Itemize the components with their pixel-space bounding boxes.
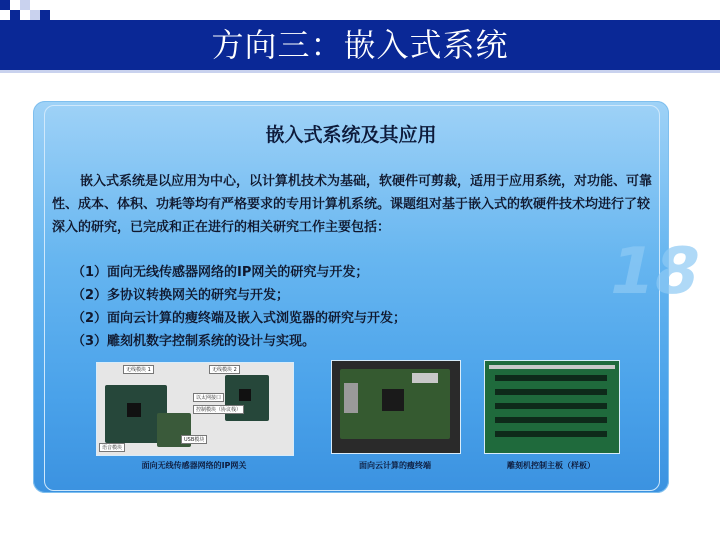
control-board-photo xyxy=(484,360,620,454)
photo-label: USB模块 xyxy=(181,435,207,444)
corner-square xyxy=(10,10,20,20)
panel-title: 嵌入式系统及其应用 xyxy=(265,124,437,146)
thin-client-photo xyxy=(331,360,461,454)
photo-caption: 雕刻机控制主板（样板） xyxy=(507,461,595,470)
list-item: （3）雕刻机数字控制系统的设计与实现。 xyxy=(72,334,316,349)
title-bar xyxy=(0,20,720,73)
photo-label: 控制模块（协议栈） xyxy=(193,405,244,414)
connector xyxy=(344,383,358,413)
watermark-number: 18 xyxy=(602,235,707,309)
chip-row xyxy=(495,417,607,423)
corner-square xyxy=(10,0,20,10)
chip xyxy=(239,389,251,401)
list-item: （1）面向无线传感器网络的IP网关的研究与开发； xyxy=(72,265,369,280)
chip-row xyxy=(495,375,607,381)
corner-square xyxy=(40,10,50,20)
corner-square xyxy=(0,0,10,10)
chip-row xyxy=(495,431,607,437)
chip xyxy=(127,403,141,417)
photo-caption: 面向无线传感器网络的IP网关 xyxy=(141,461,247,470)
gateway-photo xyxy=(96,362,294,456)
corner-square xyxy=(20,10,30,20)
corner-square xyxy=(30,10,40,20)
research-list xyxy=(72,261,662,353)
list-item: （2）面向云计算的瘦终端及嵌入式浏览器的研究与开发； xyxy=(72,311,407,326)
corner-square xyxy=(20,0,30,10)
slide-title: 方向三：嵌入式系统 xyxy=(211,26,509,64)
photo-label: 无线模块 2 xyxy=(209,365,240,374)
chip xyxy=(382,389,404,411)
photo-label: 语音模块 xyxy=(99,443,125,452)
intro-paragraph xyxy=(52,170,656,239)
list-item: （2）多协议转换网关的研究与开发； xyxy=(72,288,290,303)
connector xyxy=(489,365,615,369)
photo-label: 以太网接口 xyxy=(193,393,224,402)
photo-label: 无线模块 1 xyxy=(123,365,154,374)
chip-row xyxy=(495,403,607,409)
chip-row xyxy=(495,389,607,395)
intro-text: 嵌入式系统是以应用为中心，以计算机技术为基础，软硬件可剪裁，适用于应用系统，对功能、可靠性、成本、体积、功耗等均有严格要求的专用计算机系统。课题组对基于嵌入式的软硬件技术均进行了较深入的研究，已完成和正在进行的相关研究工作主要包括： xyxy=(52,174,653,235)
corner-square xyxy=(0,10,10,20)
connector xyxy=(412,373,438,383)
photo-caption: 面向云计算的瘦终端 xyxy=(359,461,431,470)
